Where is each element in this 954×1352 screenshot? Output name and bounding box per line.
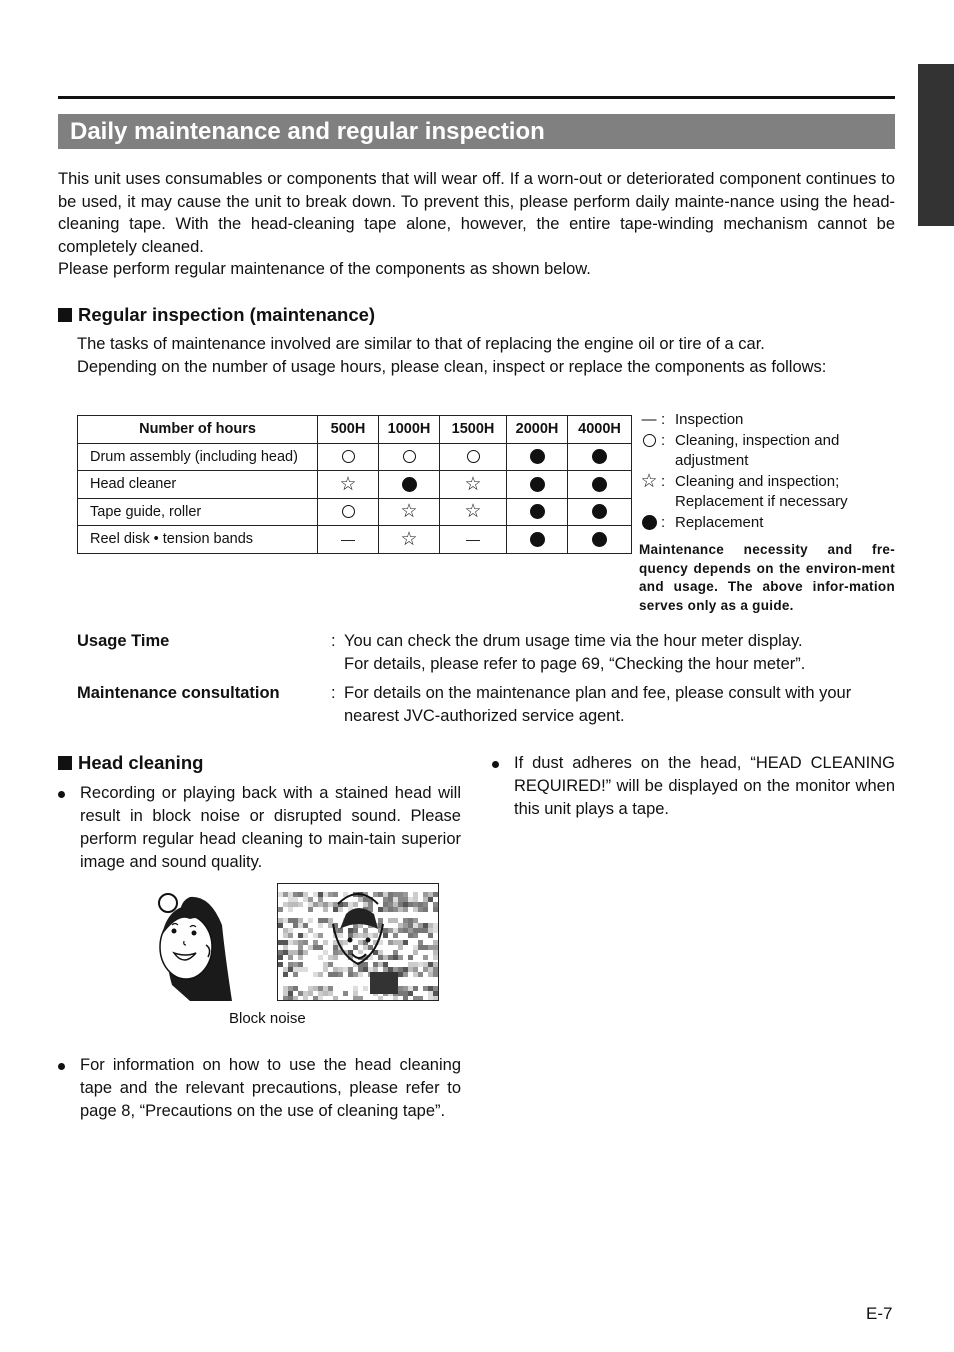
legend-item-replacement [639, 513, 899, 534]
table-cell [318, 498, 379, 526]
table-cell [379, 471, 440, 499]
filled-circle-icon [530, 449, 545, 464]
regular-text-line-1: The tasks of maintenance involved are similar to that of replacing the engine oil or tire of a car. [77, 335, 765, 353]
legend-colon: : [661, 431, 666, 449]
table-cell [507, 498, 568, 526]
dash-icon: — [641, 411, 657, 428]
star-icon: ☆ [640, 470, 658, 492]
usage-colon: : [331, 632, 336, 650]
column-header: 4000H [568, 416, 632, 444]
table-cell [440, 471, 507, 499]
open-circle-icon [342, 505, 355, 518]
usage-time-label: Usage Time [77, 632, 170, 650]
table-cell-item: Drum assembly (including head) [78, 443, 318, 471]
filled-circle-icon [642, 515, 657, 530]
table-cell [568, 526, 632, 554]
dash-icon: — [466, 531, 480, 548]
filled-circle-icon [530, 477, 545, 492]
table-row [78, 471, 632, 499]
bullet-text: Recording or playing back with a stained head will result in block noise or disrupted sound. Please perform regular head cleaning to main-tain superior image and sound quality. [80, 784, 461, 871]
table-header-row [78, 416, 632, 444]
regular-inspection-heading [58, 304, 375, 326]
consultation-label: Maintenance consultation [77, 684, 280, 702]
maintenance-note: Maintenance necessity and fre-quency depends on the environ-ment and usage. The above infor-mation serves only as a guide. [639, 542, 895, 613]
bullet-text: If dust adheres on the head, “HEAD CLEANING REQUIRED!” will be displayed on the monitor when this unit plays a tape. [514, 754, 895, 818]
column-header: 2000H [507, 416, 568, 444]
table-cell [507, 471, 568, 499]
filled-circle-icon [592, 504, 607, 519]
consultation-colon: : [331, 684, 336, 702]
head-cleaning-heading-text: Head cleaning [78, 752, 204, 773]
column-header: Number of hours [78, 416, 318, 444]
legend-item-inspection [639, 410, 899, 431]
illustration-caption: Block noise [229, 1010, 306, 1027]
column-header: 1000H [379, 416, 440, 444]
table-cell [318, 526, 379, 554]
regular-text-line-2: Depending on the number of usage hours, please clean, inspect or replace the components as follows: [77, 357, 827, 376]
bullet-item [58, 1054, 461, 1150]
open-circle-icon [403, 450, 416, 463]
intro-paragraph: This unit uses consumables or components that will wear off. If a worn-out or deteriorated component continues to be used, it may cause the unit to break down. To prevent this, please perform daily mainte-nance using the head-cleaning tape. With the head-cleaning tape alone, however, the entire tape-winding mechanism cannot be completely cleaned. [58, 170, 895, 256]
table-cell [379, 443, 440, 471]
star-icon: ☆ [339, 473, 357, 495]
legend-label: Replacement [675, 513, 764, 531]
square-bullet-icon [58, 308, 72, 322]
usage-time-value [344, 630, 884, 676]
table-cell [379, 526, 440, 554]
open-circle-icon [643, 434, 656, 447]
usage-line-2: For details, please refer to page 69, “Checking the hour meter”. [344, 655, 806, 673]
filled-circle-icon [592, 477, 607, 492]
table-cell [379, 498, 440, 526]
face-illustration [150, 885, 242, 1001]
filled-circle-icon [530, 504, 545, 519]
bullet-text: For information on how to use the head cleaning tape and the relevant precautions, please refer to page 8, “Precautions on the use of cleaning tape”. [80, 1056, 461, 1120]
legend-colon: : [661, 472, 666, 490]
bullet-dot-icon [492, 761, 499, 768]
maintenance-consultation-row [77, 682, 895, 730]
section-tab-marker [918, 64, 954, 226]
usage-time-row [77, 630, 895, 678]
star-icon: ☆ [400, 501, 418, 523]
table-cell [440, 498, 507, 526]
star-icon: ☆ [464, 473, 482, 495]
legend-colon: : [661, 411, 666, 428]
legend-label: Cleaning and inspection; [675, 472, 840, 490]
dash-icon: — [341, 531, 355, 548]
regular-inspection-text [77, 333, 867, 378]
table-cell [318, 443, 379, 471]
column-header: 500H [318, 416, 379, 444]
table-cell-item: Tape guide, roller [78, 498, 318, 526]
table-cell [440, 443, 507, 471]
table-row [78, 443, 632, 471]
bullet-dot-icon [58, 1063, 65, 1070]
bullet-item [492, 752, 895, 824]
table-cell [507, 526, 568, 554]
star-icon: ☆ [464, 501, 482, 523]
filled-circle-icon [592, 449, 607, 464]
legend-colon: : [661, 513, 666, 531]
intro-text [58, 168, 895, 281]
open-circle-icon [467, 450, 480, 463]
legend-label-cont: adjustment [675, 452, 749, 469]
page-number: E-7 [866, 1304, 893, 1323]
table-cell [568, 471, 632, 499]
intro-paragraph-2: Please perform regular maintenance of the components as shown below. [58, 260, 591, 279]
legend-item-cleaning [639, 431, 899, 472]
table-cell-item: Head cleaner [78, 471, 318, 499]
table-cell [440, 526, 507, 554]
block-noise-illustration [277, 883, 439, 1001]
column-header: 1500H [440, 416, 507, 444]
legend-item-clean-inspect [639, 472, 899, 513]
table-cell [568, 498, 632, 526]
legend-label: Cleaning, inspection and [675, 431, 840, 449]
maintenance-schedule-table [77, 415, 632, 554]
symbol-legend [639, 410, 899, 533]
head-cleaning-heading [58, 752, 203, 774]
table-row [78, 498, 632, 526]
table-cell-item: Reel disk • tension bands [78, 526, 318, 554]
open-circle-icon [342, 450, 355, 463]
bullet-dot-icon [58, 791, 65, 798]
legend-key [639, 513, 659, 534]
legend-key [639, 431, 659, 452]
filled-circle-icon [402, 477, 417, 492]
table-row [78, 526, 632, 554]
bullet-item [58, 782, 461, 878]
filled-circle-icon [530, 532, 545, 547]
page-title: Daily maintenance and regular inspection [58, 114, 895, 149]
girl-face-icon [150, 885, 242, 1001]
table-cell [318, 471, 379, 499]
filled-circle-icon [592, 532, 607, 547]
legend-label-cont: Replacement if necessary [675, 493, 848, 510]
square-bullet-icon [58, 756, 72, 770]
legend-label: Inspection [675, 411, 744, 428]
table-cell [507, 443, 568, 471]
top-divider [58, 96, 895, 99]
block-noise-image-icon [278, 884, 439, 1001]
consultation-value: For details on the maintenance plan and fee, please consult with your nearest JVC-authorized service agent. [344, 684, 852, 725]
star-icon: ☆ [400, 528, 418, 550]
regular-heading-text: Regular inspection (maintenance) [78, 304, 376, 325]
table-cell [568, 443, 632, 471]
usage-line-1: You can check the drum usage time via the hour meter display. [344, 632, 803, 650]
